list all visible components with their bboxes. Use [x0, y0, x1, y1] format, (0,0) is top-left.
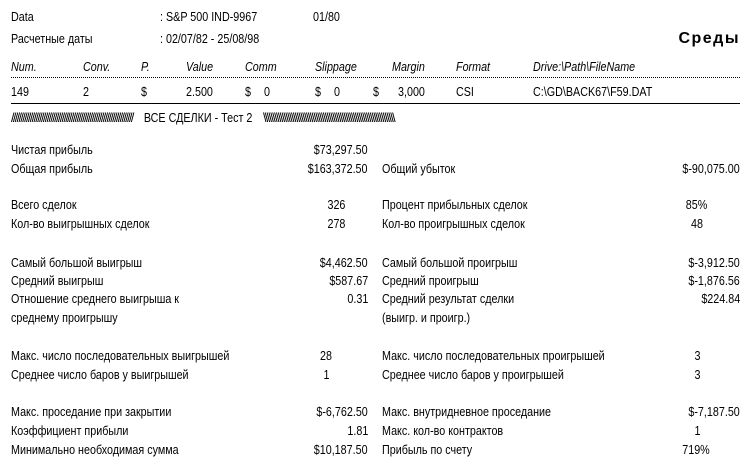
stat-label: Всего сделок — [11, 198, 77, 212]
dates-label: Расчетные даты — [11, 32, 93, 46]
stat-value: 719% — [682, 443, 710, 457]
stat-label: Прибыль по счету — [382, 443, 473, 457]
cell-p: $ — [141, 85, 147, 99]
stat-label: Среднее число баров у проигрышей — [382, 368, 564, 382]
stat-value: 0.31 — [347, 292, 368, 306]
stat-value: 3 — [694, 349, 700, 363]
data-value: : S&P 500 IND-9967 — [160, 10, 258, 24]
stat-label: Чистая прибыль — [11, 143, 93, 157]
stat-value: 28 — [320, 349, 332, 363]
stat-label: Коэффициент прибыли — [11, 424, 129, 438]
stat-label: Общий убыток — [382, 162, 456, 176]
section-banner — [11, 110, 740, 126]
stat-value: $224.84 — [701, 292, 740, 306]
stat-label: Кол-во выигрышных сделок — [11, 217, 150, 231]
cell-num: 149 — [11, 85, 29, 99]
stat-label: Отношение среднего выигрыша к — [11, 292, 180, 306]
stat-value: 278 — [327, 217, 346, 231]
stat-label: Средний результат сделки — [382, 292, 515, 306]
cell-value: 2.500 — [186, 85, 213, 99]
stat-value: $163,372.50 — [308, 162, 368, 176]
stat-label: Макс. внутридневное проседание — [382, 405, 552, 419]
col-slippage: Slippage — [315, 60, 357, 74]
stat-value: $-6,762.50 — [316, 405, 368, 419]
cell-conv: 2 — [83, 85, 89, 99]
stat-value: $-1,876.56 — [688, 274, 740, 288]
stat-label: Минимально необходимая сумма — [11, 443, 179, 457]
data-code: 01/80 — [313, 10, 340, 24]
stat-value: $-7,187.50 — [688, 405, 740, 419]
dates-value: : 02/07/82 - 25/08/98 — [160, 32, 260, 46]
stat-value: $10,187.50 — [314, 443, 368, 457]
cell-margin: 3,000 — [398, 85, 425, 99]
stat-label: Макс. проседание при закрытии — [11, 405, 172, 419]
cell-margin-currency: $ — [373, 85, 379, 99]
cell-slippage-currency: $ — [315, 85, 321, 99]
stat-value: 1 — [694, 424, 700, 438]
cell-format: CSI — [456, 85, 474, 99]
col-format: Format — [456, 60, 491, 74]
stat-value: 48 — [691, 217, 703, 231]
page-title: Среды — [678, 30, 740, 47]
stat-label: Макс. число последовательных выигрышей — [11, 349, 230, 363]
cell-path: C:\GD\BACK67\F59.DAT — [533, 85, 653, 99]
stat-label: Общая прибыль — [11, 162, 93, 176]
stat-value: $-3,912.50 — [688, 256, 740, 270]
col-path: Drive:\Path\FileName — [533, 60, 636, 74]
stat-value: 1 — [323, 368, 329, 382]
stat-label: Макс. число последовательных проигрышей — [382, 349, 605, 363]
stat-label: Средний проигрыш — [382, 274, 479, 288]
stat-value: 3 — [694, 368, 700, 382]
stat-value: 326 — [327, 198, 346, 212]
col-p: P. — [141, 60, 150, 74]
banner-right-fill: \\\\\\\\\\\\\\\\\\\\\\\\\\\\\\\\\\\\\\\\\\\\\\\\\\\\\\\\\\\\\\\\\\\\\\ — [262, 111, 395, 125]
stat-label: Макс. кол-во контрактов — [382, 424, 504, 438]
stat-label: среднему проигрышу — [11, 311, 118, 325]
row-divider — [11, 103, 740, 104]
col-conv: Conv. — [83, 60, 111, 74]
banner-left-fill: ///////////////////////////////////////////////////////////////// — [11, 111, 133, 125]
stat-label: Самый большой проигрыш — [382, 256, 518, 270]
stat-value: $-90,075.00 — [682, 162, 740, 176]
col-margin: Margin — [392, 60, 425, 74]
col-value: Value — [186, 60, 214, 74]
stat-value: 85% — [686, 198, 708, 212]
stat-value: $4,462.50 — [320, 256, 368, 270]
col-num: Num. — [11, 60, 37, 74]
cell-comm: 0 — [264, 85, 270, 99]
stat-value: $73,297.50 — [314, 143, 368, 157]
cell-slippage: 0 — [334, 85, 340, 99]
banner-title: ВСЕ СДЕЛКИ - Тест 2 — [143, 111, 253, 125]
stat-label: Средний выигрыш — [11, 274, 104, 288]
col-comm: Comm — [245, 60, 277, 74]
stat-label: (выигр. и проигр.) — [382, 311, 471, 325]
data-label: Data — [11, 10, 34, 24]
cell-comm-currency: $ — [245, 85, 251, 99]
stat-value: $587.67 — [329, 274, 368, 288]
header-divider — [11, 77, 740, 78]
stat-value: 1.81 — [347, 424, 368, 438]
stat-label: Среднее число баров у выигрышей — [11, 368, 189, 382]
stat-label: Кол-во проигрышных сделок — [382, 217, 525, 231]
stat-label: Процент прибыльных сделок — [382, 198, 528, 212]
stat-label: Самый большой выигрыш — [11, 256, 143, 270]
